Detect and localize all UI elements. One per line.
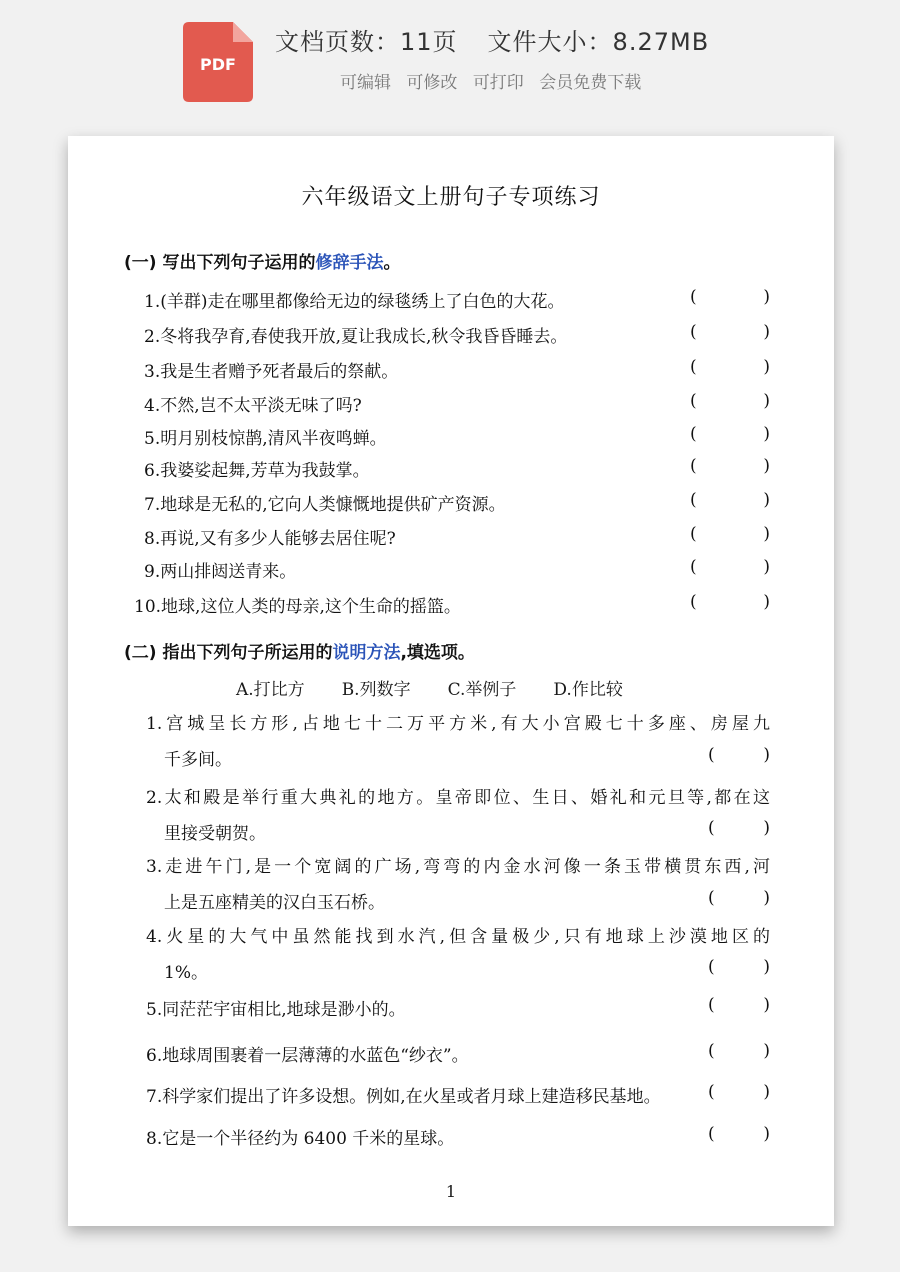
- s2-question-5: 5.同茫茫宇宙相比,地球是渺小的。: [146, 1000, 406, 1020]
- s1-question-3: 3.我是生者赠予死者最后的祭献。: [144, 362, 399, 382]
- section1-highlight: 修辞手法: [315, 253, 384, 273]
- file-stats: [275, 22, 709, 57]
- s1-question-8: 8.再说,又有多少人能够去居住呢?: [144, 529, 396, 549]
- s1-question-5: 5.明月别枝惊鹊,清风半夜鸣蝉。: [144, 429, 387, 449]
- s2-question-4: 4.火星的大气中虽然能找到水汽,但含量极少,只有地球上沙漠地区的 1%。: [146, 927, 770, 983]
- s1-question-9: 9.两山排闼送青来。: [144, 562, 297, 582]
- s2-question-3: 3.走进午门,是一个宽阔的广场,弯弯的内金水河像一条玉带横贯东西,河 上是五座精美的汉白玉石桥。: [146, 857, 770, 913]
- section1-heading: (一) 写出下列句子运用的修辞手法。: [124, 253, 401, 273]
- option-c: C.举例子: [447, 680, 517, 700]
- document-page: 六年级语文上册句子专项练习 (一) 写出下列句子运用的修辞手法。 1.(羊群)走在哪里都像给无边的绿毯绣上了白色的大花。 ( ) 2.冬将我孕育,春使我开放,夏让我成长,秋令我昏昏睡去。 ( ) 3.我是生者赠予死者最后的祭献。 ( ) 4.不然,岂不太平淡无味了吗? ( ) 5.明月别枝惊鹊,清风半夜鸣蝉。 ( ) 6.我婆娑起舞,芳草为我鼓掌。 ( ) 7.地球是无私的,它向人类慷慨地提供矿产资源。 ( ) 8.再说,又有多少人能够去居住呢? ( ) 9.两山排闼送青来。 ( ) 10.地球,这位人类的母亲,这个生命的摇篮。 ( ) (二) 指出下列句子所运用的说明方法,填选项。 A.打比方 B.列数字 C.举例子 D.作比较 1.宫城呈长方形,占地七十二万平方米,有大小宫殿七十多座、房屋九 千多间。 ( ) 2.太和殿是举行重大典礼的地方。皇帝即位、生日、婚礼和元旦等,都在这 里接受朝贺。 ( ) 3.走进午门,是一个宽阔的广场,弯弯的内金水河像一条玉带横贯东西,河 上是五座精美的汉白玉石桥。 ( ) 4.火星的大气中虽然能找到水汽,但含量极少,只有地球上沙漠地区的 1%。 ( ) 5.同茫茫宇宙相比,地球是渺小的。 ( ) 6.地球周围裹着一层薄薄的水蓝色“纱衣”。 ( ) 7.科学家们提出了许多设想。例如,在火星或者月球上建造移民基地。 ( ) 8.它是一个半径约为 6400 千米的星球。 ( ) 1: [68, 136, 834, 1226]
- s2-question-6: 6.地球周围裹着一层薄薄的水蓝色“纱衣”。: [146, 1046, 469, 1066]
- feature-modifiable: 可修改: [406, 73, 458, 93]
- feature-member-download: 会员免费下载: [539, 73, 642, 93]
- s2-question-1: 1.宫城呈长方形,占地七十二万平方米,有大小宫殿七十多座、房屋九 千多间。: [146, 714, 770, 770]
- page-count: 文档页数：11页: [275, 28, 458, 56]
- s2-question-2: 2.太和殿是举行重大典礼的地方。皇帝即位、生日、婚礼和元旦等,都在这 里接受朝贺。: [146, 788, 770, 844]
- s1-question-4: 4.不然,岂不太平淡无味了吗?: [144, 396, 362, 416]
- answer-options: [236, 675, 660, 700]
- feature-editable: 可编辑: [340, 73, 391, 93]
- file-size: 文件大小：8.27MB: [487, 28, 710, 56]
- pdf-file-icon: [183, 22, 253, 102]
- document-title: 六年级语文上册句子专项练习: [301, 185, 601, 210]
- section2-highlight: 说明方法: [332, 643, 401, 663]
- s1-question-2: 2.冬将我孕育,春使我开放,夏让我成长,秋令我昏昏睡去。: [144, 327, 568, 347]
- feature-list: [340, 68, 651, 93]
- feature-printable: 可打印: [472, 73, 524, 93]
- file-info-header: [0, 0, 900, 120]
- s1-question-1: 1.(羊群)走在哪里都像给无边的绿毯绣上了白色的大花。: [144, 292, 565, 312]
- pdf-label: PDF: [200, 55, 236, 74]
- s2-question-7: 7.科学家们提出了许多设想。例如,在火星或者月球上建造移民基地。: [146, 1087, 661, 1107]
- option-a: A.打比方: [236, 680, 305, 700]
- s2-question-8: 8.它是一个半径约为 6400 千米的星球。: [146, 1129, 455, 1149]
- s1-question-10: 10.地球,这位人类的母亲,这个生命的摇篮。: [134, 597, 461, 617]
- option-b: B.列数字: [341, 680, 411, 700]
- page-number: 1: [445, 1182, 457, 1201]
- s1-question-6: 6.我婆娑起舞,芳草为我鼓掌。: [144, 461, 370, 481]
- s1-question-7: 7.地球是无私的,它向人类慷慨地提供矿产资源。: [144, 495, 506, 515]
- option-d: D.作比较: [553, 680, 623, 700]
- section2-heading: (二) 指出下列句子所运用的说明方法,填选项。: [124, 643, 475, 663]
